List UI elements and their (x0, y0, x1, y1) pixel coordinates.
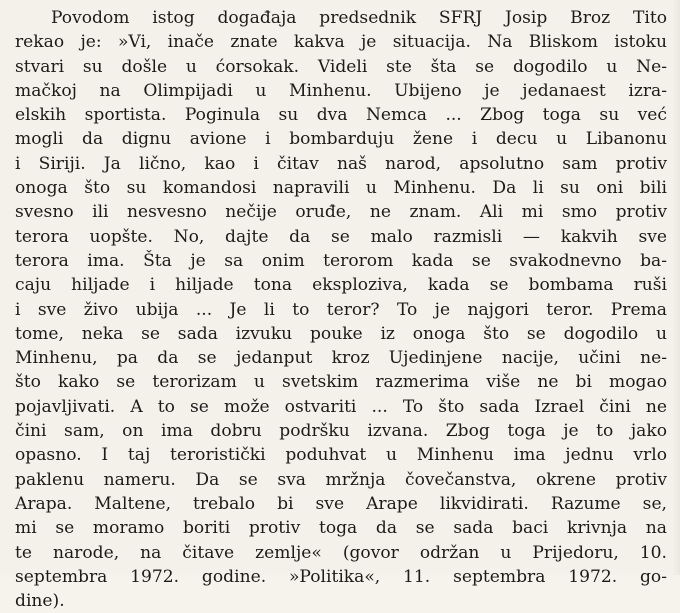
text-line: svesno ili nesvesno nečije oruđe, ne znam. Ali mi smo protiv (15, 202, 667, 223)
text-line: Povodom istog događaja predsednik SFRJ Josip Broz Tito (51, 8, 667, 28)
text-line: mi se moramo boriti protiv toga da se sada baci krivnja na (15, 518, 667, 539)
text-line: i sve živo ubija ... Je li to teror? To je najgori teror. Prema (15, 299, 667, 320)
text-line: što kako se terorizam u svetskim razmerima više ne bi mogao (15, 372, 667, 393)
text-line: septembra 1972. godine. »Politika«, 11. septembra 1972. go- (15, 566, 667, 587)
text-line: onoga što su komandosi napravili u Minhenu. Da li su oni bili (15, 178, 667, 199)
document-paragraph (15, 6, 667, 613)
text-line: elskih sportista. Poginula su dva Nemca ... Zbog toga su već (15, 105, 667, 126)
text-line: dine). (15, 591, 65, 612)
text-line: mačkoj na Olimpijadi u Minhenu. Ubijeno je jedanaest izra- (15, 80, 667, 101)
text-line: čini sam, on ima dobru podršku izvana. Zbog toga je to jako (15, 421, 667, 442)
text-line: paklenu nameru. Da se sva mržnja čovečanstva, okrene protiv (15, 469, 667, 490)
text-line: terora ima. Šta je sa onim terorom kada se svakodnevno ba- (15, 250, 667, 271)
text-line: pojavljivati. A to se može ostvariti ... To što sada Izrael čini ne (15, 396, 667, 417)
text-line: opasno. I taj teroristički poduhvat u Minhenu ima jednu vrlo (15, 445, 667, 466)
page-edge-shadow (672, 0, 680, 575)
text-line: terora uopšte. No, dajte da se malo razmisli — kakvih sve (15, 226, 667, 247)
text-line: Arapa. Maltene, trebalo bi sve Arape likvidirati. Razume se, (15, 493, 667, 514)
text-line: rekao je: »Vi, inače znate kakva je situacija. Na Bliskom istoku (15, 32, 667, 53)
text-line: mogli da dignu avione i bombarduju žene i decu u Libanonu (15, 129, 667, 150)
text-line: tome, neka se sada izvuku pouke iz onoga što se dogodilo u (15, 323, 667, 344)
text-line: stvari su došle u ćorsokak. Videli ste šta se dogodilo u Ne- (15, 56, 667, 77)
text-line: Minhenu, pa da se jedanput kroz Ujedinjene nacije, učini ne- (15, 348, 667, 369)
text-line: te narode, na čitave zemlje« (govor održan u Prijedoru, 10. (15, 542, 667, 563)
text-line: caju hiljade i hiljade tona eksploziva, kada se bombama ruši (15, 275, 667, 296)
text-line: i Siriji. Ja lično, kao i čitav naš narod, apsolutno sam protiv (15, 153, 667, 174)
